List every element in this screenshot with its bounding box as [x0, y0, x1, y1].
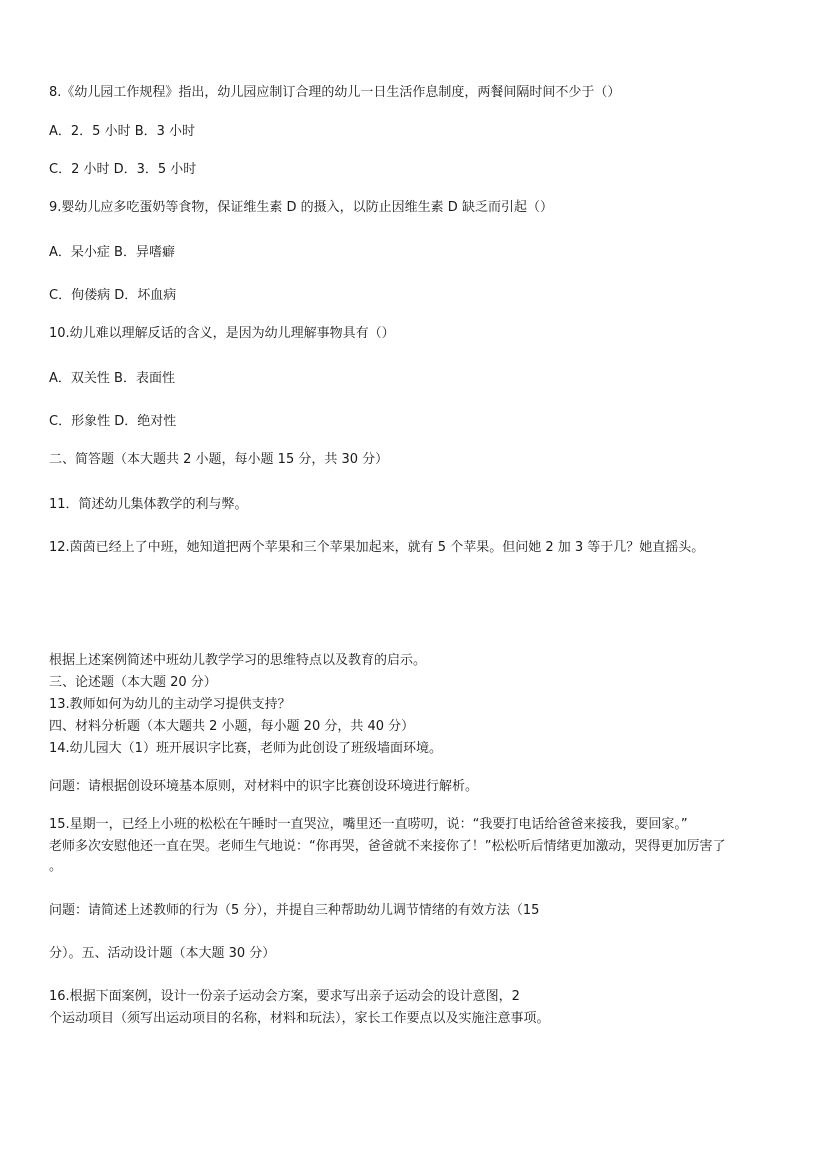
question-10-options-ab: A．双关性 B．表面性: [49, 371, 175, 386]
question-15-line-3: 。: [49, 859, 63, 874]
question-12-prompt: 根据上述案例简述中班幼儿教学学习的思维特点以及教育的启示。: [49, 653, 427, 668]
question-16-line-2: 个运动项目（须写出运动项目的名称，材料和玩法），家长工作要点以及实施注意事项。: [49, 1011, 550, 1026]
section-heading-material-analysis: 四、材料分析题（本大题共 2 小题，每小题 20 分，共 40 分）: [49, 719, 415, 734]
question-9-options-cd: C．佝偻病 D．坏血病: [49, 288, 177, 303]
question-15-prompt-line-1: 问题：请简述上述教师的行为（5 分），并提自三种帮助幼儿调节情绪的有效方法（15: [49, 903, 540, 918]
question-16-line-1: 16.根据下面案例，设计一份亲子运动会方案，要求写出亲子运动会的设计意图，2: [49, 989, 520, 1004]
question-15-line-1: 15.星期一，已经上小班的松松在午睡时一直哭泣，嘴里还一直唠叨，说：“我要打电话给爸爸来接我，要回家。”: [49, 817, 688, 832]
section-heading-short-answer: 二、简答题（本大题共 2 小题，每小题 15 分，共 30 分）: [49, 452, 389, 467]
section-heading-essay: 三、论述题（本大题 20 分）: [49, 675, 217, 690]
question-10: 10.幼儿难以理解反话的含义，是因为幼儿理解事物具有（）: [49, 326, 395, 341]
question-12: 12.茵茵已经上了中班，她知道把两个苹果和三个苹果加起来，就有 5 个苹果。但问她 2 加 3 等于几？她直摇头。: [49, 540, 705, 555]
question-10-options-cd: C．形象性 D．绝对性: [49, 414, 177, 429]
question-13: 13.教师如何为幼儿的主动学习提供支持？: [49, 697, 291, 712]
question-8-options-ab: A．2．5 小时 B．3 小时: [49, 124, 196, 139]
question-8: 8.《幼儿园工作规程》指出，幼儿园应制订合理的幼儿一日生活作息制度，两餐间隔时间不少于（）: [49, 85, 621, 100]
question-14-prompt: 问题：请根据创设环境基本原则，对材料中的识字比赛创设环境进行解析。: [49, 779, 479, 794]
question-14: 14.幼儿园大（1）班开展识字比赛，老师为此创设了班级墙面环境。: [49, 741, 442, 756]
question-9-options-ab: A．呆小症 B．异嗜癖: [49, 245, 175, 260]
question-15-prompt-line-2: 分）。五、活动设计题（本大题 30 分）: [49, 946, 276, 961]
question-9: 9.婴幼儿应多吃蛋奶等食物，保证维生素 D 的摄入，以防止因维生素 D 缺乏而引起（）: [49, 200, 553, 215]
question-8-options-cd: C．2 小时 D．3．5 小时: [49, 162, 197, 177]
question-15-line-2: 老师多次安慰他还一直在哭。老师生气地说：“你再哭，爸爸就不来接你了！”松松听后情绪更加激动，哭得更加厉害了: [49, 839, 726, 854]
question-11: 11．简述幼儿集体教学的利与弊。: [49, 497, 248, 512]
